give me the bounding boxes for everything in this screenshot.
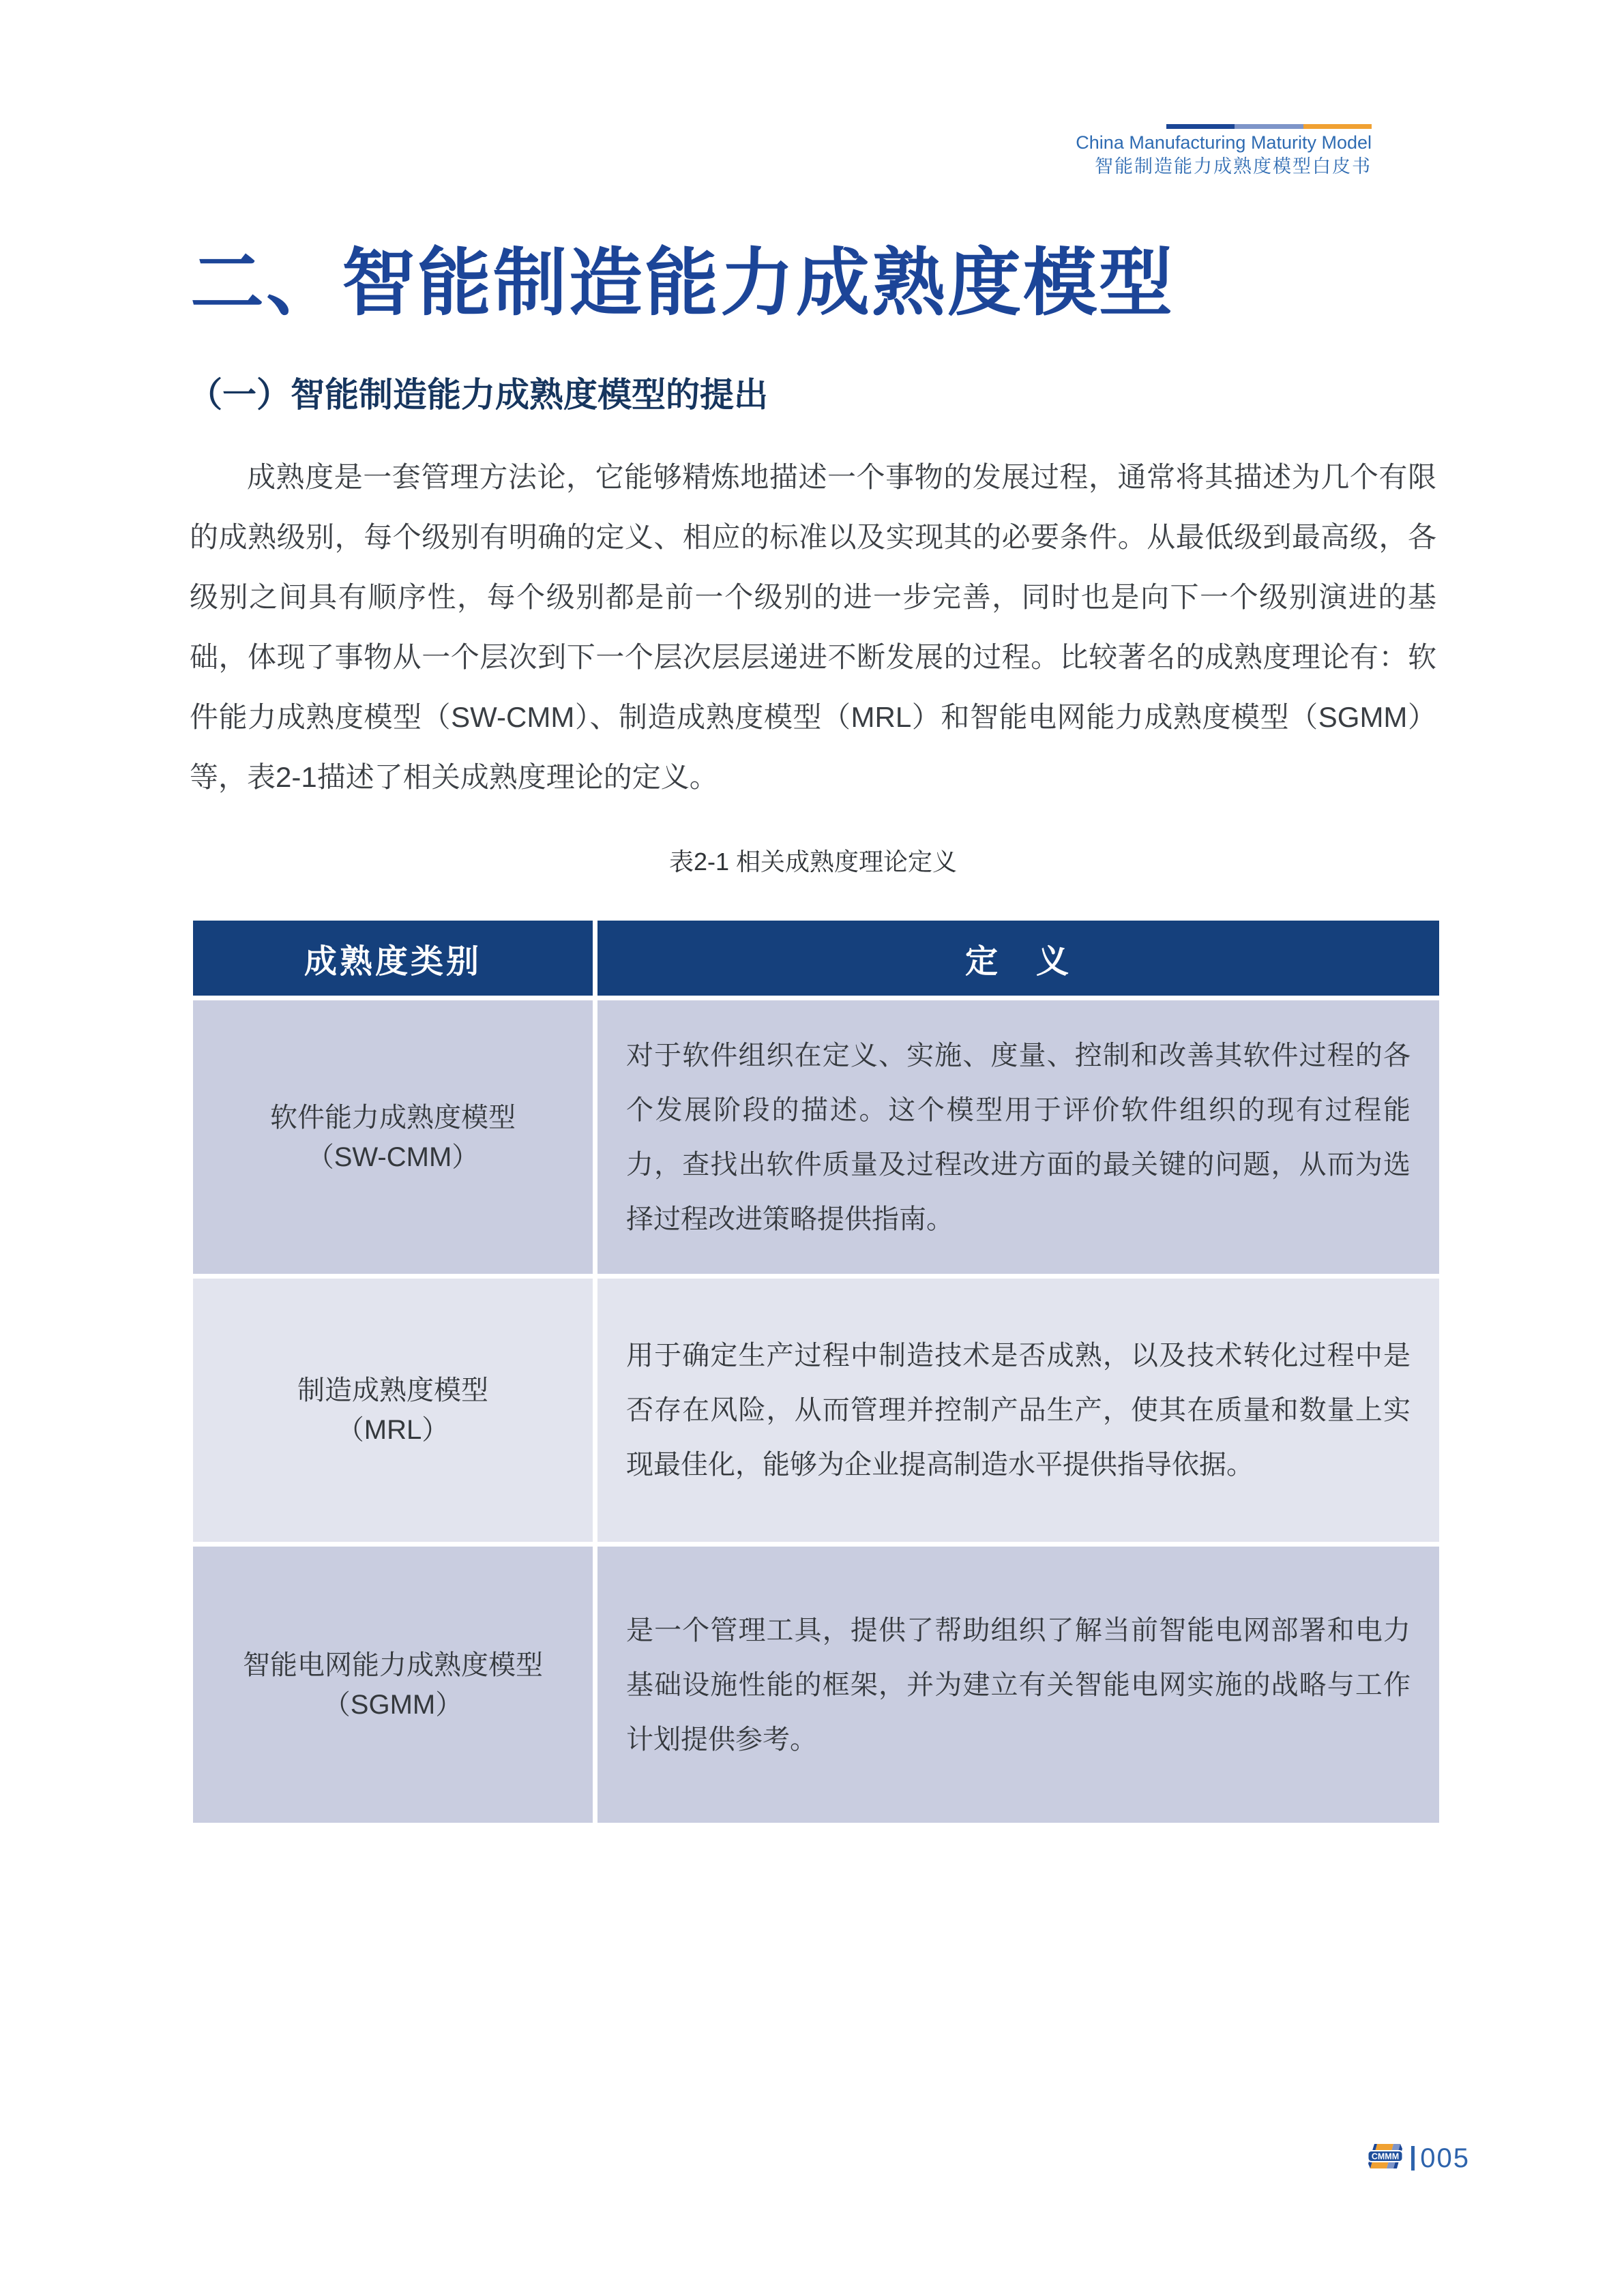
- logo-text: CMMM: [1372, 2151, 1400, 2162]
- body-paragraph: 成熟度是一套管理方法论，它能够精炼地描述一个事物的发展过程，通常将其描述为几个有限的成熟级别，每个级别有明确的定义、相应的标准以及实现其的必要条件。从最低级到最高级，各级别之间具有顺序性，每个级别都是前一个级别的进一步完善，同时也是向下一个级别演进的基础，体现了事物从一个层次到下一个层次层层递进不断发展的过程。比较著名的成熟度理论有：软件能力成熟度模型（SW-CMM）、制造成熟度模型（MRL）和智能电网能力成熟度模型（SGMM）等，表2-1描述了相关成熟度理论的定义。: [190, 461, 1436, 793]
- table-row-category: [193, 1000, 593, 1274]
- running-head-title-en: China Manufacturing Maturity Model: [1076, 132, 1372, 153]
- table-row-definition: [597, 1279, 1439, 1542]
- running-head-title-zh: 智能制造能力成熟度模型白皮书: [1095, 156, 1372, 177]
- page-footer: [1366, 2143, 1470, 2173]
- category-abbr: （MRL）: [336, 1415, 449, 1445]
- category-name: 制造成熟度模型: [297, 1375, 488, 1405]
- rule-segment-lightblue: [1235, 124, 1303, 129]
- category-name: 智能电网能力成熟度模型: [243, 1650, 543, 1680]
- maturity-definition-table: [193, 921, 1439, 1823]
- page-number: 005: [1420, 2143, 1470, 2173]
- table-row-category: [193, 1547, 593, 1823]
- chapter-title: 二、智能制造能力成熟度模型: [190, 241, 1175, 324]
- category-name: 软件能力成熟度模型: [270, 1102, 516, 1133]
- category-abbr: （SW-CMM）: [306, 1142, 479, 1172]
- rule-segment-orange: [1303, 124, 1372, 129]
- table-row-definition: [597, 1000, 1439, 1274]
- table-row-category: [193, 1279, 593, 1542]
- definition-text: 用于确定生产过程中制造技术是否成熟，以及技术转化过程中是否存在风险，从而管理并控制产品生产，使其在质量和数量上实现最佳化，能够为企业提高制造水平提供指导依据。: [626, 1341, 1411, 1480]
- cmmm-logo-icon: [1366, 2143, 1404, 2173]
- table-header-category: 成熟度类别: [193, 921, 593, 996]
- rule-segment-darkblue: [1166, 124, 1235, 129]
- table-caption: 表2-1 相关成熟度理论定义: [668, 848, 958, 876]
- section-title: （一）智能制造能力成熟度模型的提出: [188, 376, 768, 414]
- definition-text: 对于软件组织在定义、实施、度量、控制和改善其软件过程的各个发展阶段的描述。这个模型用于评价软件组织的现有过程能力，查找出软件质量及过程改进方面的最关键的问题，从而为选择过程改进策略提供指南。: [626, 1040, 1411, 1234]
- table-header-definition: 定 义: [597, 921, 1439, 996]
- running-head: [1076, 124, 1372, 178]
- category-abbr: （SGMM）: [323, 1689, 463, 1720]
- table-row-definition: [597, 1547, 1439, 1823]
- definition-text: 是一个管理工具，提供了帮助组织了解当前智能电网部署和电力基础设施性能的框架，并为建立有关智能电网实施的战略与工作计划提供参考。: [626, 1615, 1411, 1755]
- tricolor-rule: [1166, 124, 1372, 129]
- footer-divider: [1411, 2146, 1415, 2171]
